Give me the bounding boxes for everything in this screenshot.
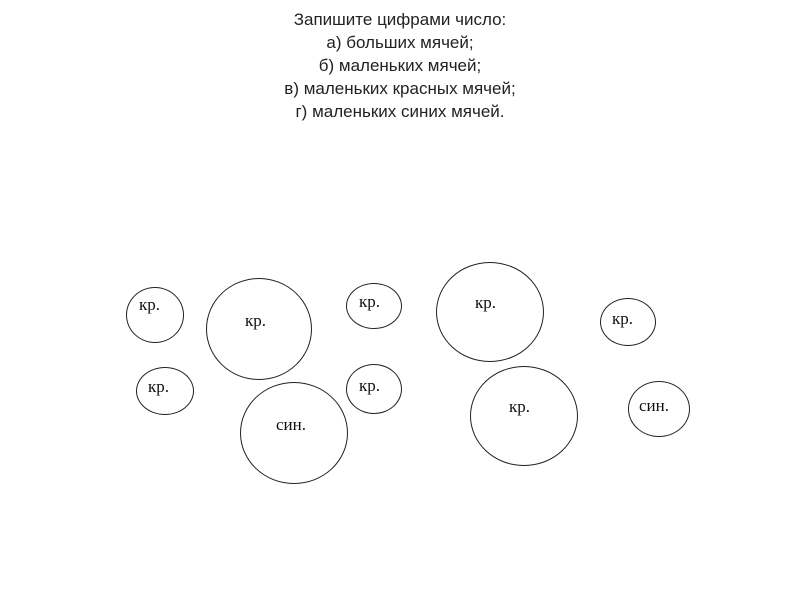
ball-label: кр. <box>612 309 634 328</box>
large-ball <box>470 366 578 466</box>
ball-label: кр. <box>148 377 170 396</box>
task-instructions <box>0 8 800 123</box>
small-ball <box>126 287 184 343</box>
task-heading: Запишите цифрами число: <box>293 10 507 29</box>
task-item-b: б) маленьких мячей; <box>318 56 482 75</box>
large-ball <box>206 278 312 380</box>
large-ball <box>436 262 544 362</box>
ball-label: кр. <box>359 292 381 311</box>
task-item-c: в) маленьких красных мячей; <box>284 79 516 98</box>
large-ball <box>240 382 348 484</box>
small-ball <box>346 364 402 414</box>
task-item-a: а) больших мячей; <box>326 33 474 52</box>
small-ball <box>600 298 656 346</box>
task-item-d: г) маленьких синих мячей. <box>295 102 505 121</box>
ball-label: кр. <box>359 376 381 395</box>
ball-label: син. <box>276 415 306 434</box>
ball-label: кр. <box>509 397 531 416</box>
small-ball <box>628 381 690 437</box>
ball-label: кр. <box>245 311 267 330</box>
ball-label: син. <box>639 396 669 415</box>
ball-label: кр. <box>475 293 497 312</box>
small-ball <box>346 283 402 329</box>
ball-label: кр. <box>139 295 161 314</box>
small-ball <box>136 367 194 415</box>
